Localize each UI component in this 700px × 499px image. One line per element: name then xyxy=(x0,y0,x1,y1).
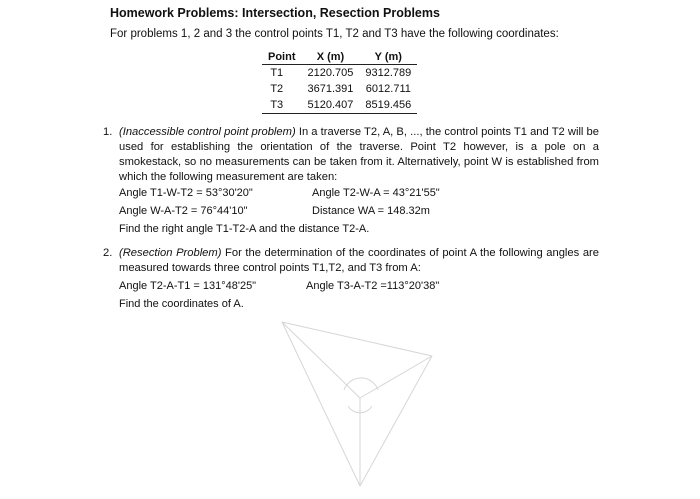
header-x: X (m) xyxy=(302,50,360,65)
problem-2-body xyxy=(119,246,599,276)
problem-1-number: 1. xyxy=(103,126,113,138)
problem-2-text: For the determination of the coordinates of point A the following angles are measured towards three control points T1,T2, and T3 from A: xyxy=(119,247,599,274)
header-point: Point xyxy=(262,50,302,65)
cell-x: 3671.391 xyxy=(307,83,354,95)
sketch-line xyxy=(282,322,432,356)
sketch-line xyxy=(360,356,432,486)
page-title: Homework Problems: Intersection, Resection Problems xyxy=(110,6,440,20)
problem-1-body xyxy=(119,125,599,185)
cell-y: 8519.456 xyxy=(359,97,417,114)
problem-2-question: Find the coordinates of A. xyxy=(119,298,244,310)
cell-y: 9312.789 xyxy=(365,67,412,79)
resection-sketch xyxy=(260,310,460,495)
sketch-line xyxy=(282,322,360,486)
table-row xyxy=(262,97,417,114)
intro-text: For problems 1, 2 and 3 the control points T1, T2 and T3 have the following coordinates: xyxy=(110,28,559,40)
problem-1-measurement: Angle W-A-T2 = 76°44'10" xyxy=(119,205,248,217)
header-y: Y (m) xyxy=(359,50,417,65)
problem-2-measurement: Angle T3-A-T2 =113°20'38" xyxy=(306,280,440,292)
sketch-line xyxy=(360,356,432,398)
problem-1-title: (Inaccessible control point problem) xyxy=(119,126,296,138)
cell-x: 5120.407 xyxy=(302,97,360,114)
sketch-line xyxy=(282,322,360,398)
coordinates-table xyxy=(262,50,417,114)
sketch-angle-arc xyxy=(344,378,378,390)
table-row xyxy=(262,65,417,82)
cell-y: 6012.711 xyxy=(365,83,411,95)
problem-1-question: Find the right angle T1-T2-A and the distance T2-A. xyxy=(119,223,370,235)
table-row xyxy=(262,81,417,97)
problem-1-measurement: Distance WA = 148.32m xyxy=(312,205,430,217)
problem-1-measurement: Angle T1-W-T2 = 53°30'20" xyxy=(119,187,253,199)
problem-2-title: (Resection Problem) xyxy=(119,247,222,259)
problem-2-measurement: Angle T2-A-T1 = 131°48'25" xyxy=(119,280,257,292)
cell-x: 2120.705 xyxy=(307,67,354,79)
table-header-row xyxy=(262,50,417,65)
problem-2-number: 2. xyxy=(103,247,113,259)
cell-point: T1 xyxy=(270,67,284,79)
cell-point: T3 xyxy=(262,97,302,114)
cell-point: T2 xyxy=(270,83,284,95)
problem-1-measurement: Angle T2-W-A = 43°21'55" xyxy=(312,187,440,199)
problem-1-text: In a traverse T2, A, B, ..., the control points T1 and T2 will be used for establishing the orientation of the traverse. Point T2 however, is a pole on a smokestack, so no measurements can be taken from it. Alternatively, point W is established from which the following measurement are taken: xyxy=(119,126,600,183)
